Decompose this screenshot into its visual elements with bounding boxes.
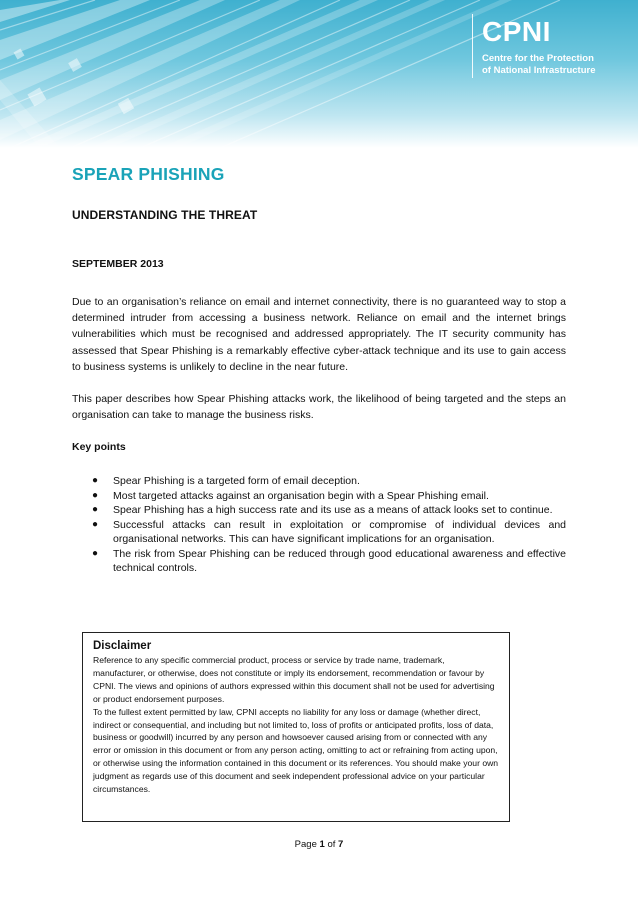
logo-title: CPNI <box>482 16 551 47</box>
logo-subtitle-line-2: of National Infrastructure <box>482 65 596 76</box>
bullet-icon: ● <box>92 475 99 486</box>
key-points-heading: Key points <box>72 441 126 453</box>
key-points-list <box>72 474 566 576</box>
intro-paragraph: Due to an organisation’s reliance on email and internet connectivity, there is no guaranteed way to stop a determined intruder from accessing a business network. Reliance on email and the internet brings vulnerabilities which must be recognised and addressed appropriately. The IT security community has assessed that Spear Phishing is a remarkably effective cyber-attack technique and its use to gain access to business systems is unlikely to decline in the near future. <box>72 296 566 373</box>
scope-paragraph: This paper describes how Spear Phishing attacks work, the likelihood of being targeted and the steps an organisation can take to manage the business risks. <box>72 393 566 422</box>
key-point-item <box>72 547 566 576</box>
document-title: SPEAR PHISHING <box>72 164 225 184</box>
disclaimer-heading: Disclaimer <box>93 640 152 652</box>
document-date: SEPTEMBER 2013 <box>72 258 164 270</box>
of-word: of <box>327 839 336 850</box>
key-point-item <box>72 474 566 489</box>
disclaimer-text-liability: To the fullest extent permitted by law, CPNI accepts no liability for any loss or damage (whether direct, indirect or consequential, and including but not limited to, loss of profits or anticipated profits, loss of data, business or goodwill) incurred by any person and howsoever caused arising from or connected with any error or omission in this document or from any person acting, omitting to act or refraining from acting upon, or otherwise using the information contained in this document or its references. You should make your own judgment as regards use of this document and seek independent professional advice on your particular circumstances. <box>93 706 499 795</box>
current-page-number: 1 <box>319 839 325 850</box>
key-point-item <box>72 503 566 518</box>
key-point-text: Successful attacks can result in exploitation or compromise of individual devices and organisational networks. This can have significant implications for an organisation. <box>113 518 566 545</box>
key-point-item <box>72 489 566 504</box>
logo-divider <box>472 14 473 78</box>
disclaimer-text-endorsement: Reference to any specific commercial product, process or service by trade name, trademark, manufacturer, or otherwise, does not constitute or imply its endorsement, recommendation or favour by CPNI. The views and opinions of authors expressed within this document shall not be used for advertising or product endorsement purposes. <box>93 655 495 704</box>
logo-subtitle-line-1: Centre for the Protection <box>482 53 594 64</box>
key-point-text: The risk from Spear Phishing can be reduced through good educational awareness and effective technical controls. <box>113 547 566 574</box>
key-point-text: Spear Phishing is a targeted form of email deception. <box>113 475 360 487</box>
logo-subtitle <box>482 53 632 77</box>
total-page-count: 7 <box>338 839 344 850</box>
document-subtitle: UNDERSTANDING THE THREAT <box>72 208 258 222</box>
bullet-icon: ● <box>92 547 99 559</box>
key-point-item <box>72 518 566 547</box>
bullet-icon: ● <box>92 489 99 501</box>
disclaimer-box <box>82 632 510 822</box>
key-point-text: Spear Phishing has a high success rate and its use as a means of attack looks set to continue. <box>113 504 553 516</box>
key-point-text: Most targeted attacks against an organisation begin with a Spear Phishing email. <box>113 489 489 502</box>
bullet-icon: ● <box>92 504 99 515</box>
bullet-icon: ● <box>92 518 99 530</box>
page-word: Page <box>294 839 317 850</box>
page-footer <box>0 839 638 850</box>
header-banner <box>0 0 638 148</box>
